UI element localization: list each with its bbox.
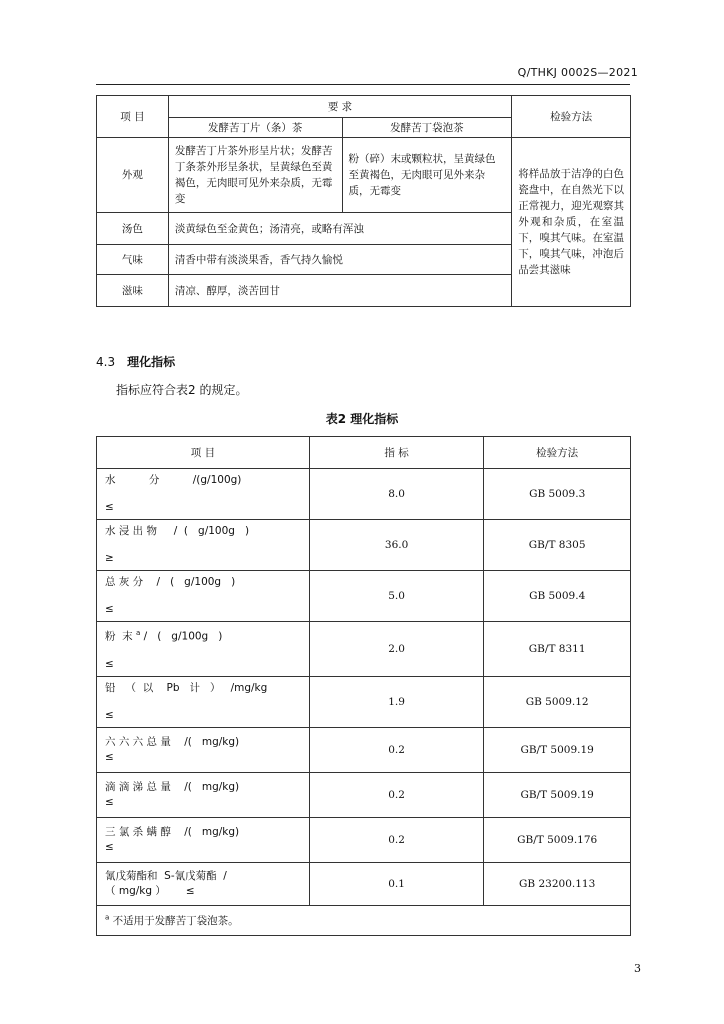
physicochemical-table xyxy=(96,436,631,936)
method-hch: GB/T 5009.19 xyxy=(484,727,631,772)
method-dicofol: GB/T 5009.176 xyxy=(484,817,631,862)
section-text: 指标应符合表2 的规定。 xyxy=(116,383,248,397)
appearance-bag-tea: 粉（碎）末或颗粒状，呈黄绿色至黄褐色，无肉眼可见外来杂质，无霉变 xyxy=(342,138,512,213)
row-fenvalerate xyxy=(97,862,310,905)
comparator: ≤ xyxy=(105,708,114,721)
row-water-extract xyxy=(97,520,310,571)
row-lead xyxy=(97,676,310,727)
row-label-appearance: 外观 xyxy=(97,138,169,213)
comparator: ≤ xyxy=(105,603,114,615)
t2-col-header-method: 检验方法 xyxy=(484,437,631,469)
table-footnote xyxy=(97,905,631,935)
row-powder xyxy=(97,622,310,677)
page-number: 3 xyxy=(634,962,641,975)
comparator: ≤ xyxy=(105,795,114,808)
value-hch: 0.2 xyxy=(309,727,483,772)
col-header-item: 项 目 xyxy=(97,96,169,138)
item-label: 水 分 /(g/100g) xyxy=(105,474,242,486)
item-label: 水 浸 出 物 / ( g/100g ) xyxy=(105,525,250,537)
value-moisture: 8.0 xyxy=(309,469,483,520)
comparator: ≤ xyxy=(105,657,114,670)
sensory-method-text: 将样品放于洁净的白色瓷盘中，在自然光下以正常视力，迎光观察其外观和杂质，在室温下，嗅其气味。在室温下，嗅其气味，冲泡后品尝其滋味 xyxy=(512,138,631,307)
row-label-aroma: 气味 xyxy=(97,245,169,275)
method-total-ash: GB 5009.4 xyxy=(484,571,631,622)
item-label: 六 六 六 总 量 /( mg/kg) xyxy=(105,735,240,748)
col-header-method: 检验方法 xyxy=(512,96,631,138)
value-lead: 1.9 xyxy=(309,676,483,727)
t2-col-header-item: 项 目 xyxy=(97,437,310,469)
sub-col-header-bag-tea: 发酵苦丁袋泡茶 xyxy=(342,118,512,138)
section-number: 4.3 xyxy=(96,355,116,369)
row-ddt xyxy=(97,772,310,817)
value-total-ash: 5.0 xyxy=(309,571,483,622)
comparator: ≤ xyxy=(105,840,114,853)
value-water-extract: 36.0 xyxy=(309,520,483,571)
method-fenvalerate: GB 23200.113 xyxy=(484,862,631,905)
value-dicofol: 0.2 xyxy=(309,817,483,862)
item-label: 粉 末 $^a$ / ( g/100g ) xyxy=(105,629,223,643)
comparator: ≤ xyxy=(105,501,114,513)
footnote-marker: a xyxy=(105,913,110,921)
aroma-requirement: 清香中带有淡淡果香，香气持久愉悦 xyxy=(168,245,511,275)
section-heading xyxy=(96,353,175,370)
row-label-taste: 滋味 xyxy=(97,275,169,307)
footnote-marker: a xyxy=(136,629,141,637)
item-label: 氰戊菊酯和 S-氰戊菊酯 / xyxy=(105,869,227,882)
row-dicofol xyxy=(97,817,310,862)
comparator: ≥ xyxy=(105,552,114,564)
comparator: ≤ xyxy=(105,750,114,763)
value-fenvalerate: 0.1 xyxy=(309,862,483,905)
footnote-text: 不适用于发酵苦丁袋泡茶。 xyxy=(112,914,239,927)
t2-col-header-index: 指 标 xyxy=(309,437,483,469)
taste-requirement: 清凉、醇厚，淡苦回甘 xyxy=(168,275,511,307)
sub-col-header-tablet-tea: 发酵苦丁片（条）茶 xyxy=(168,118,342,138)
row-label-liquor-color: 汤色 xyxy=(97,213,169,245)
item-label: 三 氯 杀 螨 醇 /( mg/kg) xyxy=(105,825,240,838)
item-label: 滴 滴 涕 总 量 /( mg/kg) xyxy=(105,780,240,793)
value-ddt: 0.2 xyxy=(309,772,483,817)
document-code: Q/THKJ 0002S—2021 xyxy=(517,66,638,79)
liquor-color-requirement: 淡黄绿色至金黄色；汤清亮，或略有浑浊 xyxy=(168,213,511,245)
appearance-tablet-tea: 发酵苦丁片茶外形呈片状；发酵苦丁条茶外形呈条状，呈黄绿色至黄褐色，无肉眼可见外来杂质，无霉变 xyxy=(168,138,342,213)
item-label: 铅 （ 以 Pb 计 ） /mg/kg xyxy=(105,681,268,694)
sensory-requirements-table xyxy=(96,95,631,307)
method-powder: GB/T 8311 xyxy=(484,622,631,677)
section-title: 理化指标 xyxy=(127,355,176,369)
row-total-ash xyxy=(97,571,310,622)
comparator: （ mg/kg ） ≤ xyxy=(105,884,195,897)
table2-caption: 表2 理化指标 xyxy=(325,412,399,426)
method-lead: GB 5009.12 xyxy=(484,676,631,727)
col-header-requirement: 要 求 xyxy=(168,96,511,118)
value-powder: 2.0 xyxy=(309,622,483,677)
row-hch xyxy=(97,727,310,772)
method-water-extract: GB/T 8305 xyxy=(484,520,631,571)
header-rule xyxy=(96,84,630,85)
item-label: 总 灰 分 / ( g/100g ) xyxy=(105,576,236,588)
method-moisture: GB 5009.3 xyxy=(484,469,631,520)
method-ddt: GB/T 5009.19 xyxy=(484,772,631,817)
row-moisture xyxy=(97,469,310,520)
